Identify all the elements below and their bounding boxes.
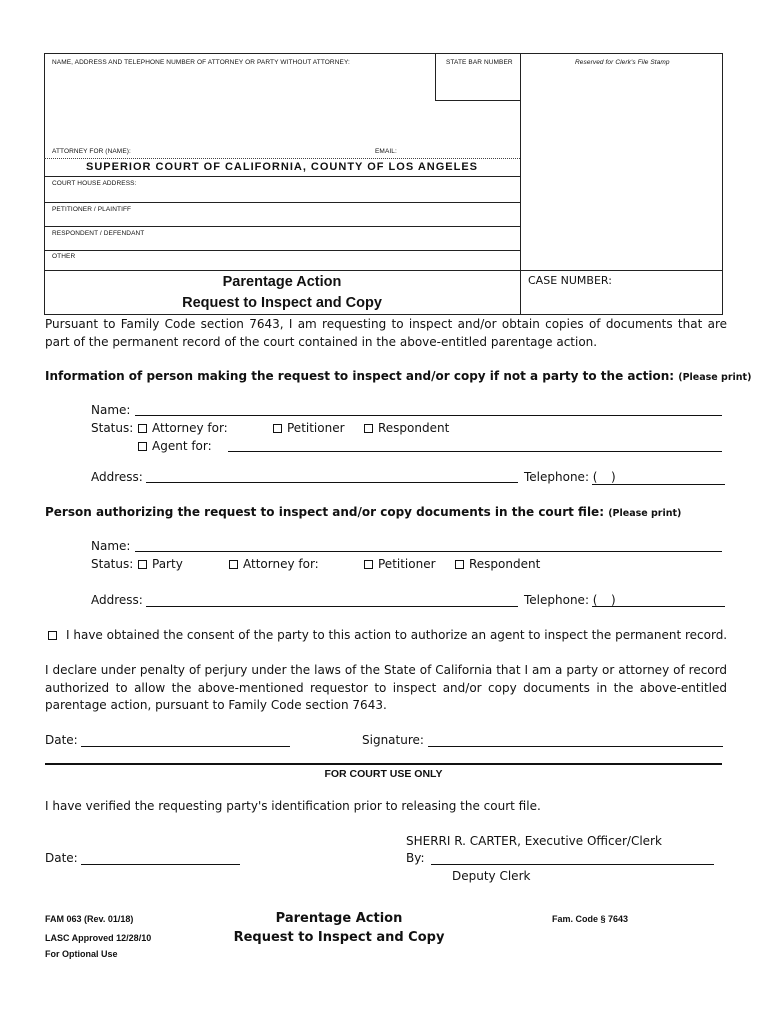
court-date-field[interactable] (81, 864, 240, 865)
court-use-heading: FOR COURT USE ONLY (324, 768, 443, 780)
section1-agent-option[interactable]: Agent for: (138, 438, 212, 456)
optional-use: For Optional Use (45, 949, 118, 959)
signature-field[interactable] (428, 746, 723, 747)
section1-heading: Information of person making the request to inspect and/or copy if not a party to the action: (Please print) (45, 369, 752, 383)
section2-status-label: Status: (91, 557, 134, 571)
checkbox[interactable] (138, 560, 147, 569)
form-title-line1: Parentage Action (222, 274, 342, 290)
checkbox[interactable] (273, 424, 282, 433)
form-id: FAM 063 (Rev. 01/18) (45, 914, 134, 924)
section1-address-label: Address: (91, 470, 143, 484)
section1-attorney-option[interactable]: Attorney for: (138, 420, 228, 438)
petitioner-label: PETITIONER / PLAINTIFF (52, 206, 132, 213)
clerk-name: SHERRI R. CARTER, Executive Officer/Clerk (406, 834, 662, 848)
signing-date-field[interactable] (81, 746, 290, 747)
section2-respondent-option[interactable]: Respondent (455, 556, 540, 574)
approved-date: LASC Approved 12/28/10 (45, 933, 152, 943)
section2-name-field[interactable] (135, 551, 722, 552)
section2-party-option[interactable]: Party (138, 556, 183, 574)
checkbox[interactable] (364, 560, 373, 569)
section1-telephone-close: ) (611, 470, 616, 484)
section2-telephone-field[interactable] (592, 606, 725, 607)
court-date-label: Date: (45, 851, 78, 865)
section2-attorney-option[interactable]: Attorney for: (229, 556, 319, 574)
attorney-info-field[interactable] (44, 65, 434, 147)
consent-option[interactable]: I have obtained the consent of the party to this action to authorize an agent to inspect the permanent record. (48, 627, 727, 645)
state-bar-field[interactable] (436, 68, 519, 99)
case-number-field[interactable] (528, 290, 718, 310)
section2-name-label: Name: (91, 539, 131, 553)
intro-paragraph: Pursuant to Family Code section 7643, I am requesting to inspect and/or obtain copies of documents that are part of the permanent record of the court contained in the above-entitled parentage action. (45, 317, 727, 349)
section2-heading: Person authorizing the request to inspect and/or copy documents in the court file: (Please print) (45, 505, 682, 519)
section2-petitioner-option[interactable]: Petitioner (364, 556, 436, 574)
section2-telephone-label: Telephone: ( (524, 593, 598, 607)
section1-petitioner-option[interactable]: Petitioner (273, 420, 345, 438)
deputy-clerk-label: Deputy Clerk (452, 869, 531, 883)
section1-respondent-option[interactable]: Respondent (364, 420, 449, 438)
code-reference: Fam. Code § 7643 (552, 914, 629, 924)
section1-name-label: Name: (91, 403, 131, 417)
checkbox[interactable] (48, 631, 57, 640)
section1-agent-field[interactable] (228, 451, 722, 452)
signing-date-label: Date: (45, 733, 78, 747)
court-name: SUPERIOR COURT OF CALIFORNIA, COUNTY OF LOS ANGELES (85, 161, 478, 173)
section1-address-field[interactable] (146, 482, 518, 483)
by-label: By: (406, 851, 425, 865)
clerk-stamp-label: Reserved for Clerk's File Stamp (575, 59, 670, 66)
section2-telephone-close: ) (611, 593, 616, 607)
section1-name-field[interactable] (135, 415, 722, 416)
case-number-label: CASE NUMBER: (528, 274, 612, 287)
form-title-line2: Request to Inspect and Copy (182, 295, 382, 311)
declaration-paragraph: I declare under penalty of perjury under the laws of the State of California that I am a party or attorney of record authorized to allow the above-mentioned requestor to inspect and/or copy documents in the above-entitled parentage action, pursuant to Family Code section 7643. (45, 663, 727, 712)
section2-address-label: Address: (91, 593, 143, 607)
footer-title-line2: Request to Inspect and Copy (233, 930, 445, 945)
respondent-label: RESPONDENT / DEFENDANT (52, 230, 145, 237)
signature-label: Signature: (362, 733, 424, 747)
checkbox[interactable] (364, 424, 373, 433)
section1-telephone-field[interactable] (592, 484, 725, 485)
checkbox[interactable] (455, 560, 464, 569)
verified-text: I have verified the requesting party's identification prior to releasing the court file. (45, 799, 541, 813)
attorney-info-label: NAME, ADDRESS AND TELEPHONE NUMBER OF ATTORNEY OR PARTY WITHOUT ATTORNEY: (52, 59, 350, 66)
footer-title-line1: Parentage Action (275, 911, 403, 926)
section2-address-field[interactable] (146, 606, 518, 607)
clerk-by-field[interactable] (431, 864, 714, 865)
checkbox[interactable] (229, 560, 238, 569)
courthouse-address-label: COURT HOUSE ADDRESS: (52, 180, 137, 187)
section1-status-label: Status: (91, 421, 134, 435)
court-use-divider (45, 763, 722, 765)
section1-telephone-label: Telephone: ( (524, 470, 598, 484)
checkbox[interactable] (138, 442, 147, 451)
checkbox[interactable] (138, 424, 147, 433)
attorney-for-label: ATTORNEY FOR (NAME): (52, 148, 131, 155)
state-bar-label: STATE BAR NUMBER (446, 59, 513, 66)
email-label: EMAIL: (375, 148, 397, 155)
other-label: OTHER (52, 253, 76, 260)
